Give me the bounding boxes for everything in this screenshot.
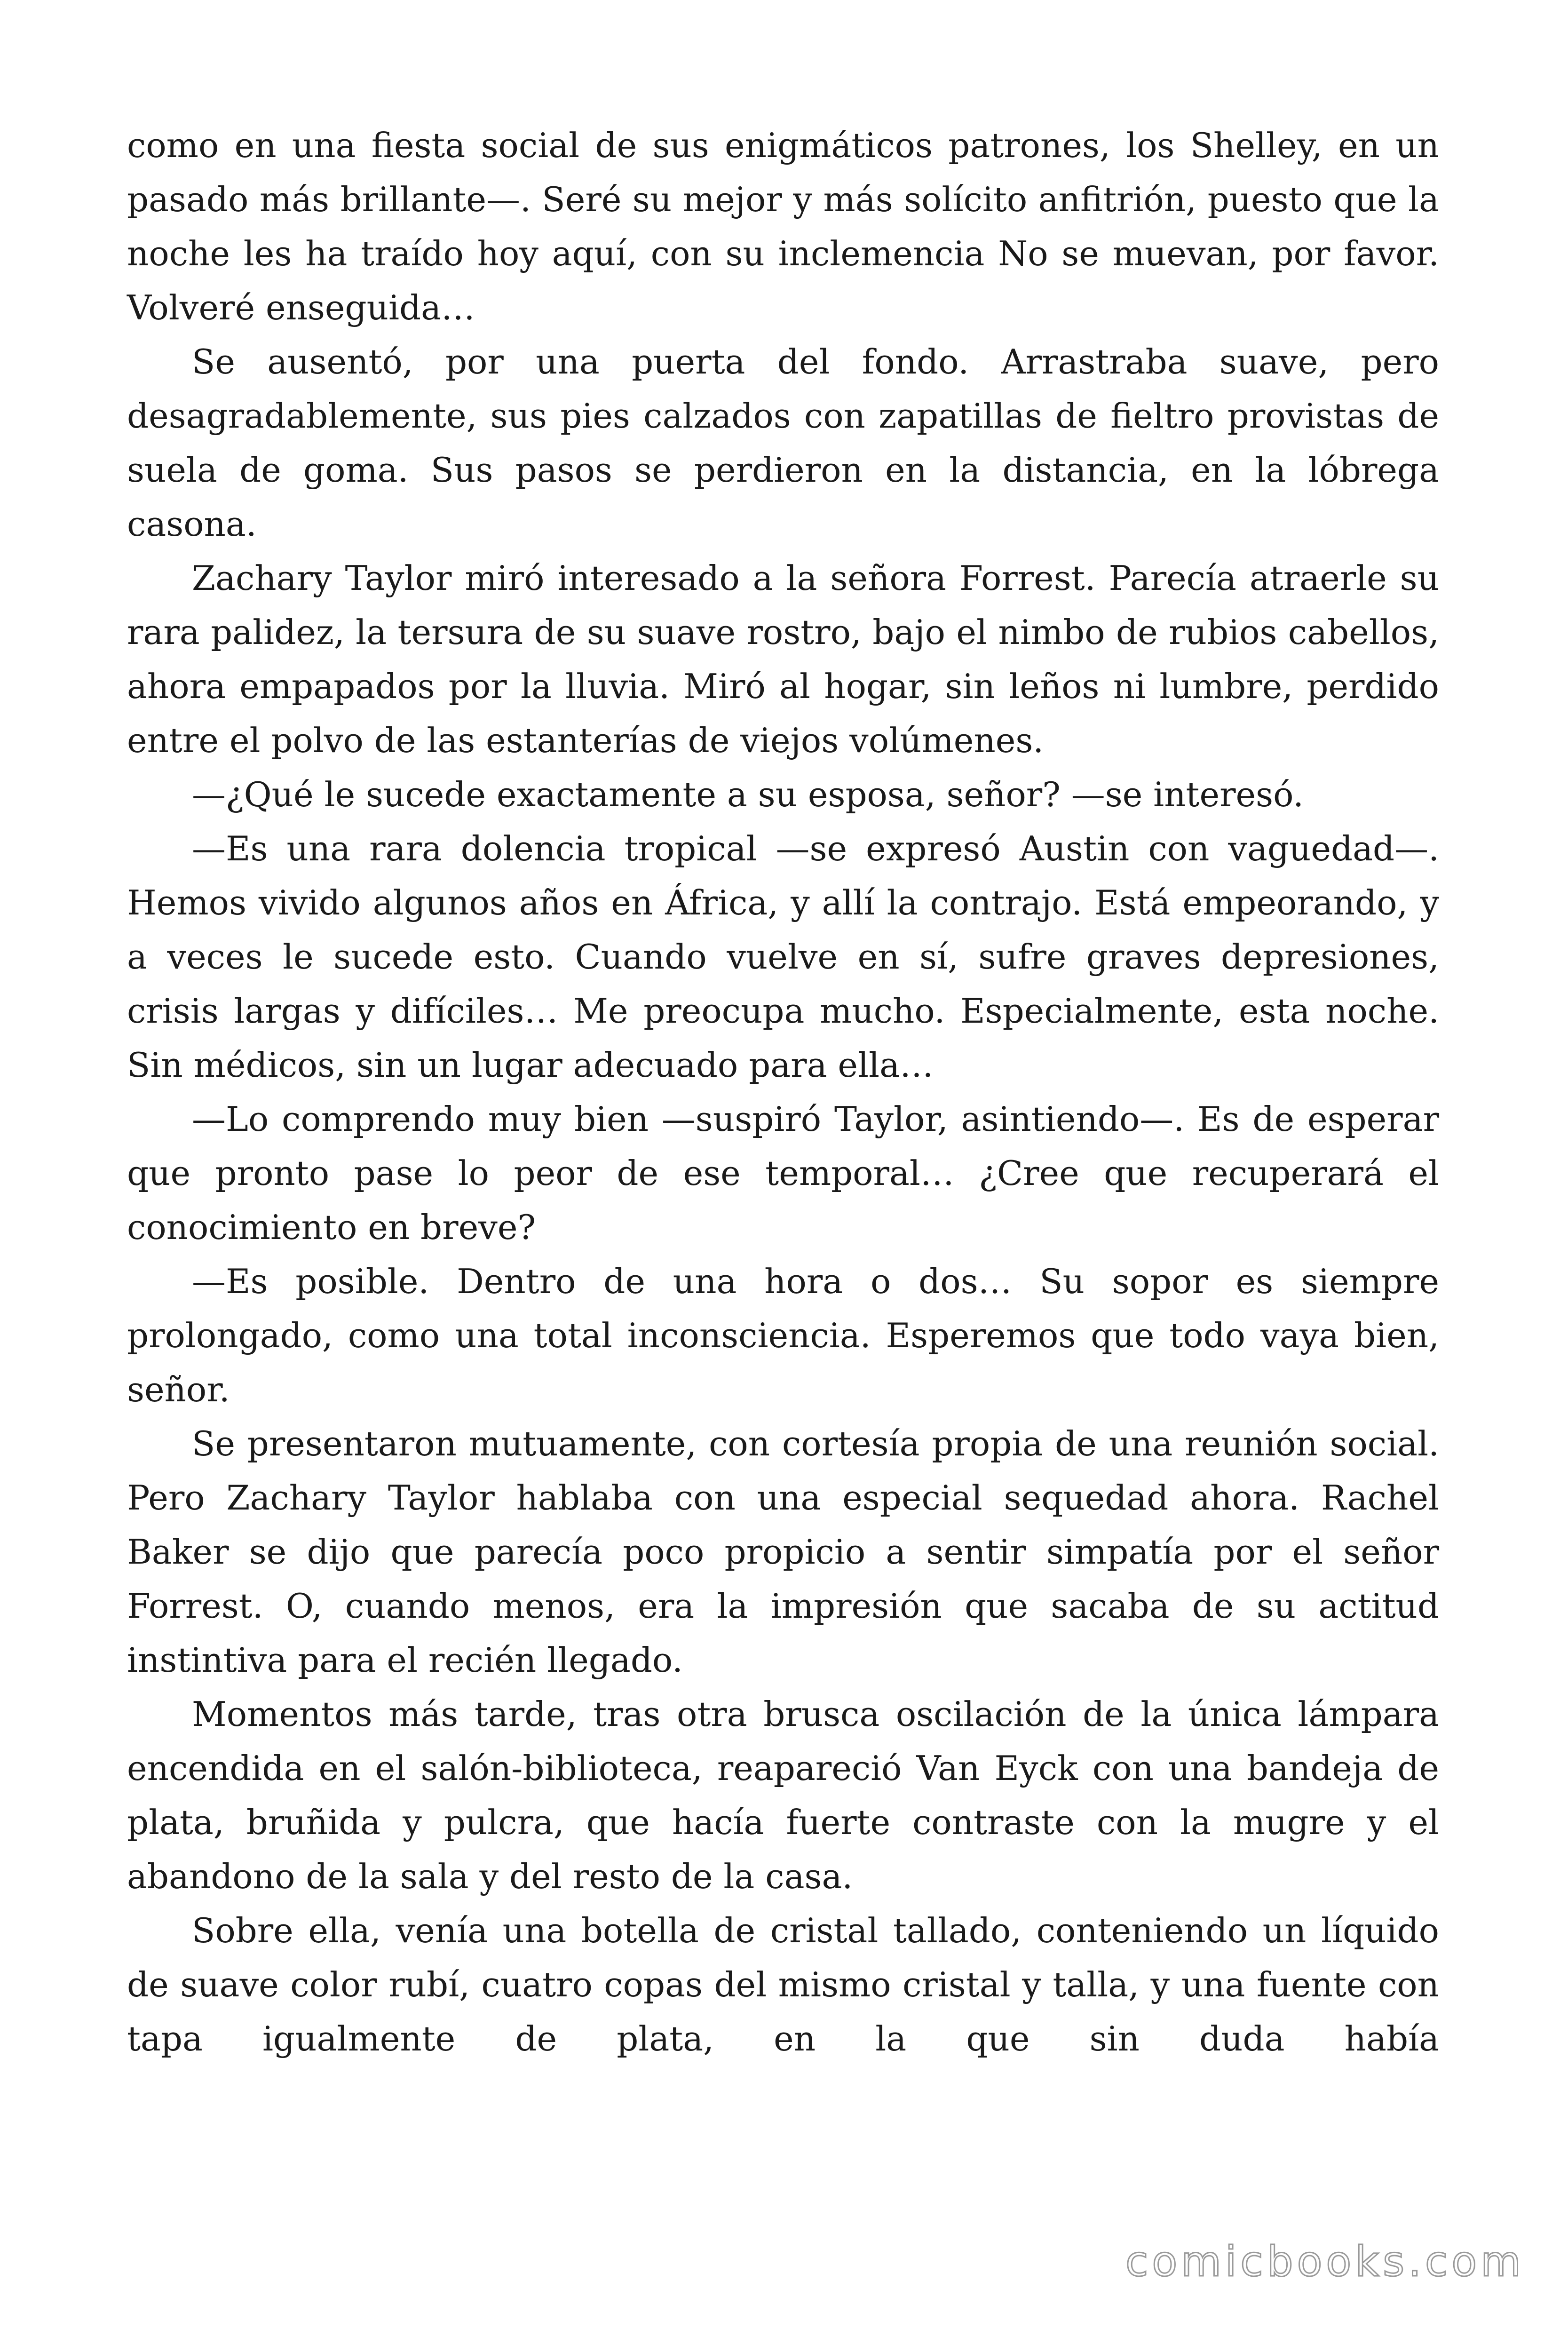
paragraph-6: —Lo comprendo muy bien —suspiró Taylor, asintiendo—. Es de esperar que pronto pase lo peor de ese temporal… ¿Cree que recuperará el conocimiento en breve? [127,1099,1439,1247]
body-text [127,119,1439,2066]
paragraph-10: Sobre ella, venía una botella de cristal tallado, conteniendo un líquido de suave color rubí, cuatro copas del mismo cristal y talla, y una fuente con tapa igualmente de plata, en la que sin duda había [127,1911,1439,2058]
paragraph-5: —Es una rara dolencia tropical —se expresó Austin con vaguedad—. Hemos vivido algunos años en África, y allí la contrajo. Está empeorando, y a veces le sucede esto. Cuando vuelve en sí, sufre graves depresiones, crisis largas y difíciles… Me preocupa mucho. Especialmente, esta noche. Sin médicos, sin un lugar adecuado para ella… [127,829,1439,1085]
paragraph-7: —Es posible. Dentro de una hora o dos… Su sopor es siempre prolongado, como una total inconsciencia. Esperemos que todo vaya bien, señor. [127,1262,1439,1409]
watermark: comicbooks.com [1125,2237,1525,2286]
paragraph-1: como en una fiesta social de sus enigmáticos patrones, los Shelley, en un pasado más brillante—. Seré su mejor y más solícito anfitrión, puesto que la noche les ha traído hoy aquí, con su inclemencia No se muevan, por favor. Volveré enseguida… [127,126,1439,327]
paragraph-9: Momentos más tarde, tras otra brusca oscilación de la única lámpara encendida en el salón-biblioteca, reapareció Van Eyck con una bandeja de plata, bruñida y pulcra, que hacía fuerte contraste con la mugre y el abandono de la sala y del resto de la casa. [127,1694,1439,1896]
paragraph-2: Se ausentó, por una puerta del fondo. Arrastraba suave, pero desagradablemente, sus pies calzados con zapatillas de fieltro provistas de suela de goma. Sus pasos se perdieron en la distancia, en la lóbrega casona. [127,342,1439,544]
paragraph-3: Zachary Taylor miró interesado a la señora Forrest. Parecía atraerle su rara palidez, la tersura de su suave rostro, bajo el nimbo de rubios cabellos, ahora empapados por la lluvia. Miró al hogar, sin leños ni lumbre, perdido entre el polvo de las estanterías de viejos volúmenes. [127,558,1439,760]
paragraph-4: —¿Qué le sucede exactamente a su esposa, señor? —se interesó. [192,775,1304,814]
paragraph-8: Se presentaron mutuamente, con cortesía propia de una reunión social. Pero Zachary Taylor hablaba con una especial sequedad ahora. Rachel Baker se dijo que parecía poco propicio a sentir simpatía por el señor Forrest. O, cuando menos, era la impresión que sacaba de su actitud instintiva para el recién llegado. [127,1424,1439,1680]
